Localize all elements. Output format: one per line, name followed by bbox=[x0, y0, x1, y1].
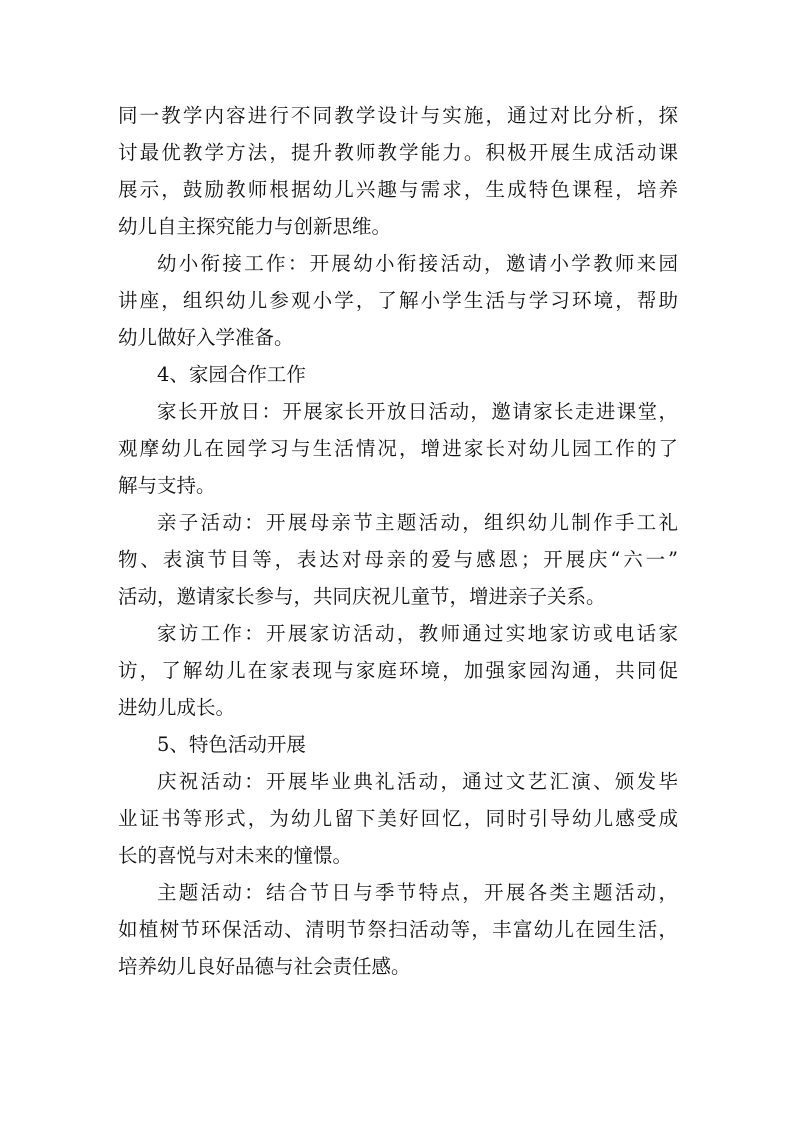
text-line: 培养幼儿良好品德与社会责任感。 bbox=[118, 955, 411, 978]
text-line: 讲座，组织幼儿参观小学，了解小学生活与学习环境，帮助 bbox=[118, 289, 678, 312]
paragraph-home-visits bbox=[118, 615, 678, 726]
document-body bbox=[118, 97, 678, 985]
text-line: 亲子活动：开展母亲节主题活动，组织幼儿制作手工礼 bbox=[157, 511, 678, 534]
text-line: 长的喜悦与对未来的憧憬。 bbox=[118, 844, 353, 867]
text-line: 如植树节环保活动、清明节祭扫活动等，丰富幼儿在园生活， bbox=[118, 918, 678, 941]
text-line: 解与支持。 bbox=[118, 474, 216, 497]
text-line: 幼小衔接工作：开展幼小衔接活动，邀请小学教师来园 bbox=[157, 252, 678, 275]
text-line: 幼儿自主探究能力与创新思维。 bbox=[118, 215, 392, 238]
text-line: 活动，邀请家长参与，共同庆祝儿童节，增进亲子关系。 bbox=[118, 585, 606, 608]
text-line: 物、表演节目等，表达对母亲的爱与感恩；开展庆“六一” bbox=[118, 548, 678, 571]
text-line: 观摩幼儿在园学习与生活情况，增进家长对幼儿园工作的了 bbox=[118, 437, 678, 460]
text-line: 讨最优教学方法，提升教师教学能力。积极开展生成活动课 bbox=[118, 141, 678, 164]
section-heading: 4、家园合作工作 bbox=[157, 363, 306, 386]
section-heading-home-school-cooperation bbox=[118, 356, 678, 393]
section-heading: 5、特色活动开展 bbox=[157, 733, 306, 756]
paragraph-parent-open-day bbox=[118, 393, 678, 504]
text-line: 家访工作：开展家访活动，教师通过实地家访或电话家 bbox=[157, 622, 678, 645]
text-line: 主题活动：结合节日与季节特点，开展各类主题活动， bbox=[157, 881, 678, 904]
text-line: 访，了解幼儿在家表现与家庭环境，加强家园沟通，共同促 bbox=[118, 659, 678, 682]
text-line: 进幼儿成长。 bbox=[118, 696, 236, 719]
paragraph-teaching-research bbox=[118, 97, 678, 245]
text-line: 家长开放日：开展家长开放日活动，邀请家长走进课堂， bbox=[157, 400, 678, 423]
paragraph-parent-child-activities bbox=[118, 504, 678, 615]
paragraph-celebration-activities bbox=[118, 763, 678, 874]
section-heading-featured-activities bbox=[118, 726, 678, 763]
text-line: 业证书等形式，为幼儿留下美好回忆，同时引导幼儿感受成 bbox=[118, 807, 678, 830]
text-line: 展示，鼓励教师根据幼儿兴趣与需求，生成特色课程，培养 bbox=[118, 178, 678, 201]
text-line: 同一教学内容进行不同教学设计与实施，通过对比分析，探 bbox=[118, 104, 678, 127]
paragraph-kindergarten-primary-transition bbox=[118, 245, 678, 356]
text-line: 幼儿做好入学准备。 bbox=[118, 326, 294, 349]
text-line: 庆祝活动：开展毕业典礼活动，通过文艺汇演、颁发毕 bbox=[157, 770, 678, 793]
paragraph-theme-activities bbox=[118, 874, 678, 985]
